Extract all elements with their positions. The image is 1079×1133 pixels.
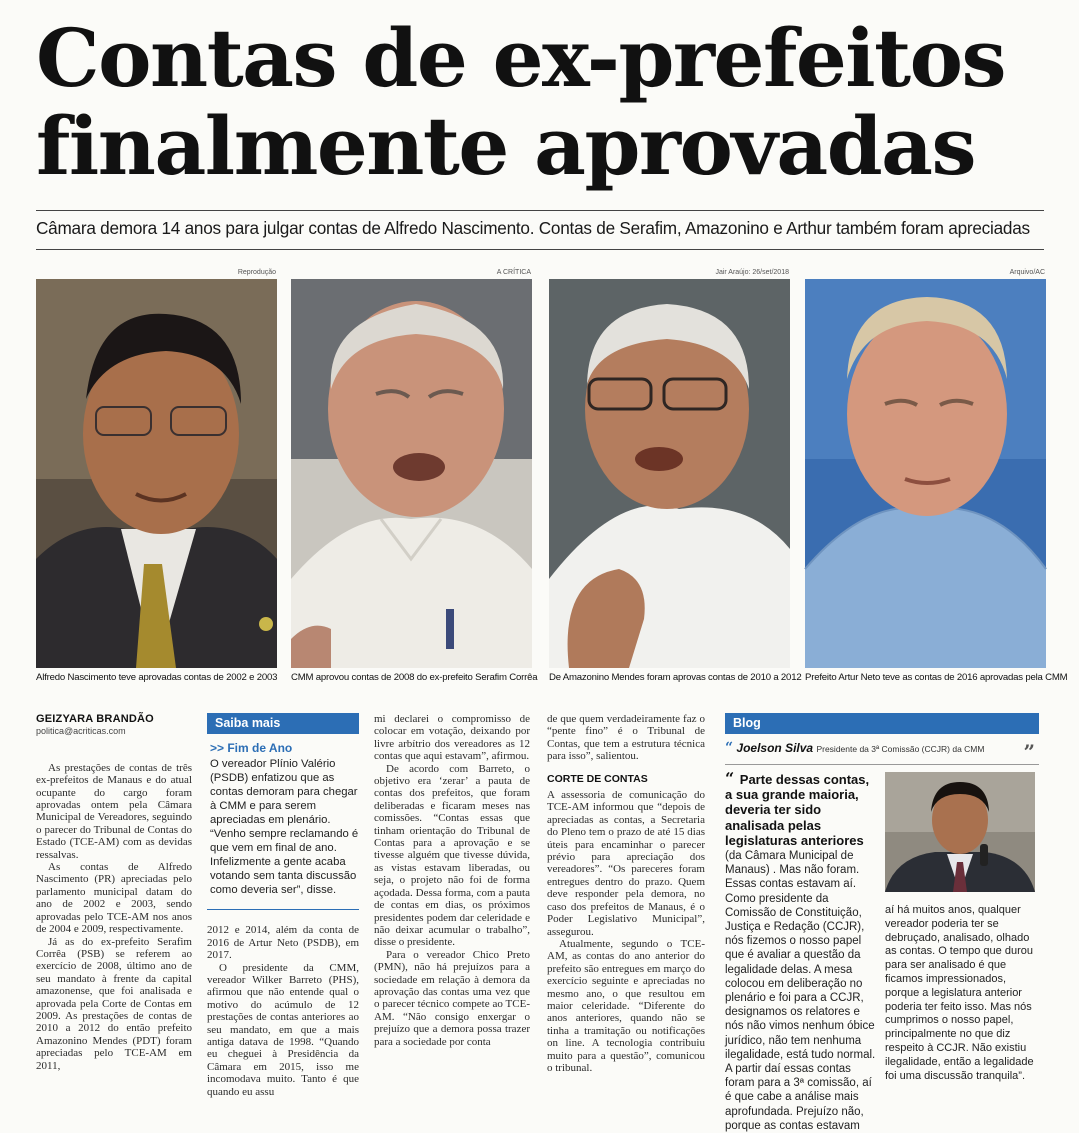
section-heading: CORTE DE CONTAS [547, 772, 648, 785]
photo-serafim-correa [291, 279, 532, 668]
byline-author: GEIZYARA BRANDÃO [36, 713, 154, 725]
quote-mark-icon: “ [725, 769, 740, 788]
photo-caption-2: CMM aprovou contas de 2008 do ex-prefeito Serafim Corrêa [291, 672, 538, 683]
paragraph: A assessoria de comunicação do TCE-AM informou que “depois de apreciadas as contas, a Secretaria do Pleno tem o prazo de até 15 dias úteis para encaminhar o parecer prévio para apreciação dos vereadores”. “Os pareceres foram entregues dentro do prazo. Quem deve responder pela demora, no caso dos prefeitos de Manaus, é o Poder Legislativo Municipal”, assegurou. [547, 789, 705, 938]
photo-artur-neto [805, 279, 1046, 668]
blog-author-role: Presidente da 3ª Comissão (CCJR) da CMM [816, 744, 985, 754]
blog-header: Blog [725, 713, 1039, 734]
saiba-mais-text: O vereador Plínio Valério (PSDB) enfatizou que as contas demoram para chegar à CMM e para serem apreciadas em plenário. “Venho sempre reclamando é que vem em final de ano. Infelizmente a gente acaba votando sem tanta discussão como deveria ser”, disse. [210, 758, 359, 897]
paragraph: O presidente da CMM, vereador Wilker Barreto (PHS), afirmou que não entende qual o motivo do acúmulo de 12 prestações de contas anteriores ao seu mandato, em que a mais antiga datava de 1998. “Quando eu cheguei à Presidência da Câmara em 2015, isso me incomodava muito. Tanto é que quando eu assu [207, 961, 359, 1098]
paragraph: Para o vereador Chico Preto (PMN), não há prejuízos para a sociedade em relação à demora da aprovação das contas uma vez que o parecer técnico compete ao TCE-AM. “Não consigo enxergar o prejuízo que a demora possa trazer para a sociedade por conta [374, 948, 530, 1048]
blog-author-name: Joelson Silva [736, 741, 814, 755]
photo-alfredo-nascimento [36, 279, 277, 668]
blog-quote-left [725, 769, 877, 1133]
paragraph: Atualmente, segundo o TCE-AM, as contas do ano anterior do prefeito são entregues em março do exercício seguinte e apreciadas no mesmo ano, o que resultou em maior celeridade. “Diferente do anos anteriores, quando não se tinha a tramitação ou notificações on line. A tecnologia contribuiu muito para a questão”, comunicou o tribunal. [547, 937, 705, 1074]
subtitle: Câmara demora 14 anos para julgar contas de Alfredo Nascimento. Contas de Serafim, Amazonino e Arthur também foram apreciadas [36, 218, 1030, 238]
blog-box [725, 713, 1039, 1132]
top-rule [36, 210, 1044, 211]
article-column-4 [547, 713, 705, 1074]
photo-caption-3: De Amazonino Mendes foram aprovas contas de 2010 a 2012 [549, 672, 802, 683]
photo-amazonino-mendes [549, 279, 790, 668]
saiba-mais-rule [207, 909, 359, 910]
photo-credit-2: A CRÍTICA [496, 269, 531, 276]
quote-mark-icon: “ [725, 740, 734, 756]
blog-quote-bold: Parte dessas contas, a sua grande maioria, deveria ter sido analisada pelas legislaturas anteriores [725, 772, 870, 848]
photo-credit-3: Jair Araújo: 26/set/2018 [715, 269, 789, 276]
article-column-3 [374, 713, 530, 1048]
saiba-mais-header: Saiba mais [207, 713, 359, 734]
headline-line-1: Contas de ex-prefeitos [36, 11, 1005, 105]
blog-quote-right: aí há muitos anos, qualquer vereador poderia ter se debruçado, analisado, olhado as contas. O tempo que durou para ser analisado é que ficamos impressionados, porque a legislatura anterior poderia ter feito isso. Mas nós cumprimos o nosso papel, principalmente no que diz respeito à CCJR. Não existiu ilegalidade, então a legalidade foi uma discussão tranquila”. [885, 904, 1034, 1082]
article-column-1 [36, 713, 192, 1072]
article-column-2 [207, 713, 359, 1098]
blog-author-photo [885, 772, 1035, 892]
photo-credit-1: Reprodução [237, 269, 276, 276]
quote-close-icon: ” [1023, 740, 1035, 764]
headline [36, 11, 1066, 193]
paragraph: de que quem verdadeiramente faz o “pente fino” é o Tribunal de Contas, que tem a estrutura técnica para isso”, salientou. [547, 713, 705, 763]
subtitle-rule [36, 249, 1044, 250]
byline-email: politica@acriticas.com [36, 726, 126, 737]
paragraph: 2012 e 2014, além da conta de 2016 de Artur Neto (PSDB), em 2017. [207, 924, 359, 962]
photo-credit-4: Arquivo/AC [1009, 269, 1045, 276]
paragraph: mi declarei o compromisso de colocar em votação, deixando por livre arbítrio dos vereadores as 12 contas que aqui estavam”, afirmou. [374, 713, 530, 763]
paragraph: As contas de Alfredo Nascimento (PR) apreciadas pelo parlamento municipal datam do ano de 2002 e 2003, sendo aprovadas pelo TCE-AM nos anos de 2004 e 2009, respectivamente. [36, 861, 192, 936]
paragraph: De acordo com Barreto, o objetivo era ‘zerar’ a pauta de contas dos prefeitos, que foram deliberadas e ficaram meses nas comissões. “Contas essas que tinham orientação do Tribunal de Contas para a aprovação e se tivesse alguém que tivesse dúvida, as vistas estavam liberadas, ou seja, o projeto não foi de forma açodada. Dessa forma, com a pauta de contas em dias, os próximos presidentes podem dar celeridade e não deixar acumular o trabalho”, disse o presidente. [374, 762, 530, 949]
paragraph: As prestações de contas de três ex-prefeitos de Manaus e do atual ocupante do cargo foram aprovadas ontem pela Câmara Municipal de Vereadores, seguindo o parecer do Tribunal de Contas do Estado (TCE-AM) com as devidas ressalvas. [36, 761, 192, 861]
photo-caption-4: Prefeito Artur Neto teve as contas de 2016 aprovadas pela CMM [805, 672, 1068, 683]
saiba-mais-subtitle: >> Fim de Ano [210, 741, 293, 755]
blog-quote-text: (da Câmara Municipal de Manaus) . Mas não foram. Essas contas estavam aí. Como presidente da Comissão de Constituição, Justiça e Redação (CCJR), nós fizemos o nosso papel que é avaliar a questão da legalidade delas. A mesa colocou em deliberação no plenário e foi para a CCJR, designamos os relatores e nós não vimos nenhum óbice jurídico, não tem nenhuma ilegalidade, está tudo normal. A partir daí essas contas foram para a 3ª comissão, aí é que cabe a análise mais aprofundada. Prejuízo não, porque as contas estavam [725, 850, 876, 1132]
headline-line-2: finalmente aprovadas [36, 99, 976, 193]
blog-author-line [725, 740, 1039, 764]
photo-caption-1: Alfredo Nascimento teve aprovadas contas de 2002 e 2003 [36, 672, 278, 683]
paragraph: Já as do ex-prefeito Serafim Corrêa (PSB) se referem ao exercício de 2008, último ano de seu mandato à frente da capital amazonense, que foi analisada e aprovada pela Corte de Contas em 2009. As prestações de contas de 2010 a 2012 do então prefeito Amazonino Mendes (PDT) foram apreciadas pelo TCE-AM em 2011, [36, 935, 192, 1072]
blog-rule [725, 764, 1039, 765]
